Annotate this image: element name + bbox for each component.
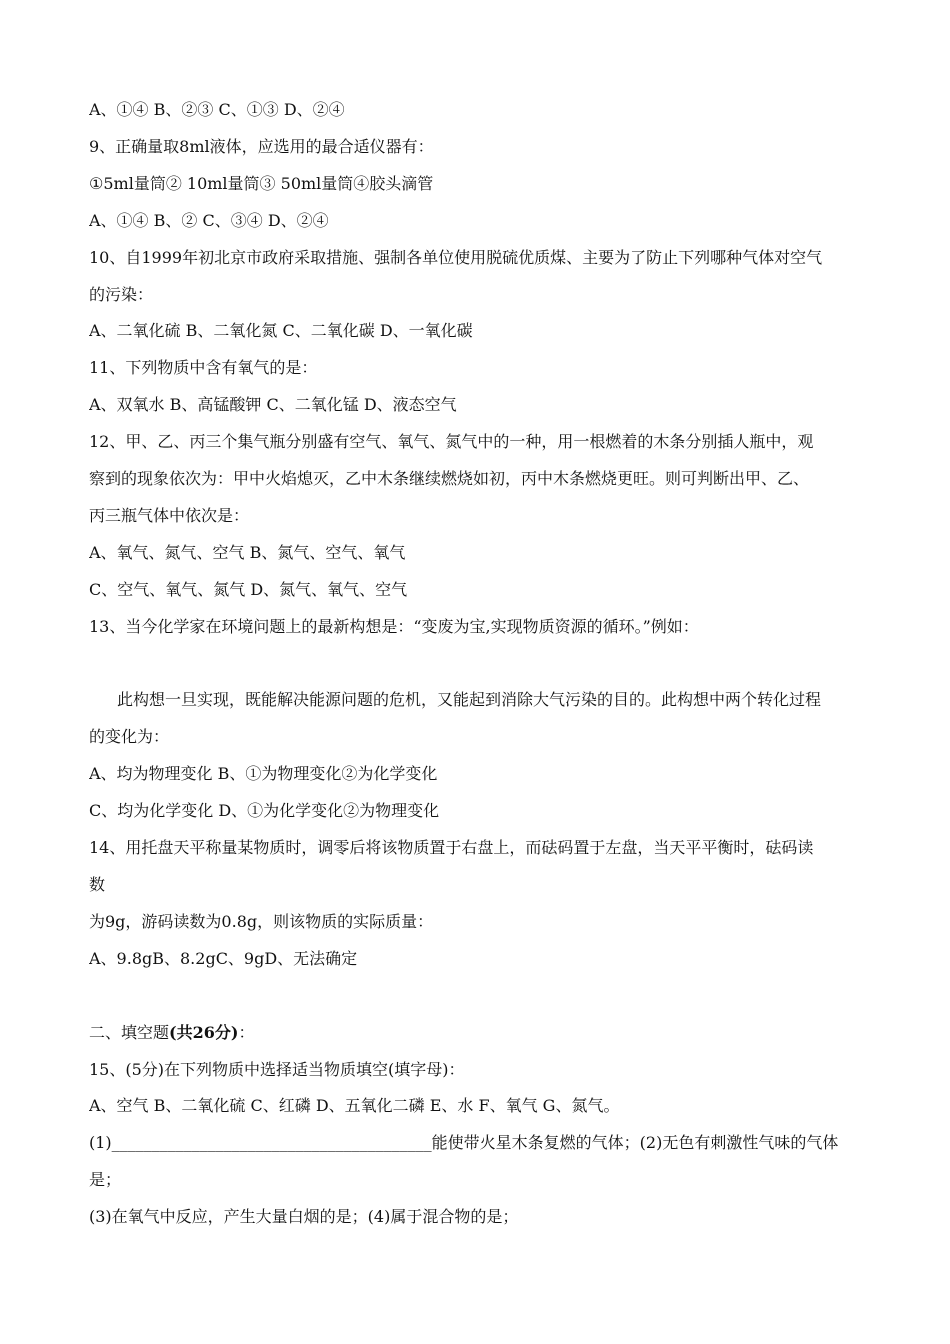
q8-options: A、①④ B、②③ C、①③ D、②④ <box>89 100 345 119</box>
q11-options: A、双氧水 B、高锰酸钾 C、二氧化锰 D、液态空气 <box>89 395 457 415</box>
q11-stem: 11、下列物质中含有氧气的是： <box>89 358 318 378</box>
q13-description-line1: 此构想一旦实现，既能解决能源问题的危机，又能起到消除大气污染的目的。此构想中两个转化过程 <box>117 690 822 710</box>
q15-choices: A、空气 B、二氧化硫 C、红磷 D、五氧化二磷 E、水 F、氧气 G、氮气。 <box>89 1096 620 1116</box>
q9-instruments: ①5ml量筒② 10ml量筒③ 50ml量筒④胶头滴管 <box>89 173 434 193</box>
q14-stem-line1: 14、用托盘天平称量某物质时，调零后将该物质置于右盘上，而砝码置于左盘，当天平平衡时，砝码读 <box>89 838 814 858</box>
q15-stem: 15、(5分)在下列物质中选择适当物质填空(填字母)： <box>89 1059 465 1079</box>
q12-options-cd: C、空气、氧气、氮气 D、氮气、氧气、空气 <box>89 579 408 599</box>
q14-options: A、9.8gB、8.2gC、9gD、无法确定 <box>89 948 358 968</box>
q13-description-line2: 的变化为： <box>89 727 170 747</box>
section-points-close: ) <box>230 1022 239 1042</box>
q15-blank-1-2: (1)________________________________________能使带火星木条复燃的气体；(2)无色有刺激性气味的气体 <box>89 1133 839 1153</box>
q12-stem-line3: 丙三瓶气体中依次是： <box>89 505 250 525</box>
q14-stem-line3: 为9g，游码读数为0.8g，则该物质的实际质量： <box>89 911 434 931</box>
section-gap <box>89 978 864 1015</box>
q13-stem: 13、当今化学家在环境问题上的最新构想是：“变废为宝,实现物质资源的循环。”例如： <box>89 616 699 636</box>
q12-stem-line2: 察到的现象依次为：甲中火焰熄灭，乙中木条继续燃烧如初，丙中木条燃烧更旺。则可判断出甲、乙、 <box>89 469 810 489</box>
section-colon: ： <box>238 1022 255 1042</box>
q9-stem: 9、正确量取8ml液体，应选用的最合适仪器有： <box>89 136 434 156</box>
section-points-unit: 分 <box>214 1022 231 1042</box>
q14-stem-line2: 数 <box>89 875 106 895</box>
q10-stem-line2: 的污染： <box>89 284 154 304</box>
q12-options-ab: A、氧气、氮气、空气 B、氮气、空气、氧气 <box>89 542 406 562</box>
section-title: 二、填空题 <box>89 1022 170 1042</box>
q10-stem-line1: 10、自1999年初北京市政府采取措施、强制各单位使用脱硫优质煤、主要为了防止下列哪种气体对空气 <box>89 247 823 267</box>
q12-stem-line1: 12、甲、乙、丙三个集气瓶分别盛有空气、氧气、氮气中的一种，用一根燃着的木条分别插人瓶中，观 <box>89 432 814 452</box>
q15-blank-2-cont: 是； <box>89 1170 122 1190</box>
q13-options-ab: A、均为物理变化 B、①为物理变化②为化学变化 <box>89 764 438 784</box>
q10-options: A、二氧化硫 B、二氧化氮 C、二氧化碳 D、一氧化碳 <box>89 321 473 341</box>
section-two-heading <box>89 1015 864 1052</box>
q9-options: A、①④ B、② C、③④ D、②④ <box>89 210 329 230</box>
section-points-open: (共 <box>169 1022 193 1042</box>
document-page <box>89 92 864 1236</box>
section-points-value: 26 <box>192 1022 215 1042</box>
q15-blank-3-4: (3)在氧气中反应，产生大量白烟的是；(4)属于混合物的是； <box>89 1207 519 1227</box>
q13-options-cd: C、均为化学变化 D、①为化学变化②为物理变化 <box>89 801 440 821</box>
q13-figure-space <box>89 646 864 683</box>
